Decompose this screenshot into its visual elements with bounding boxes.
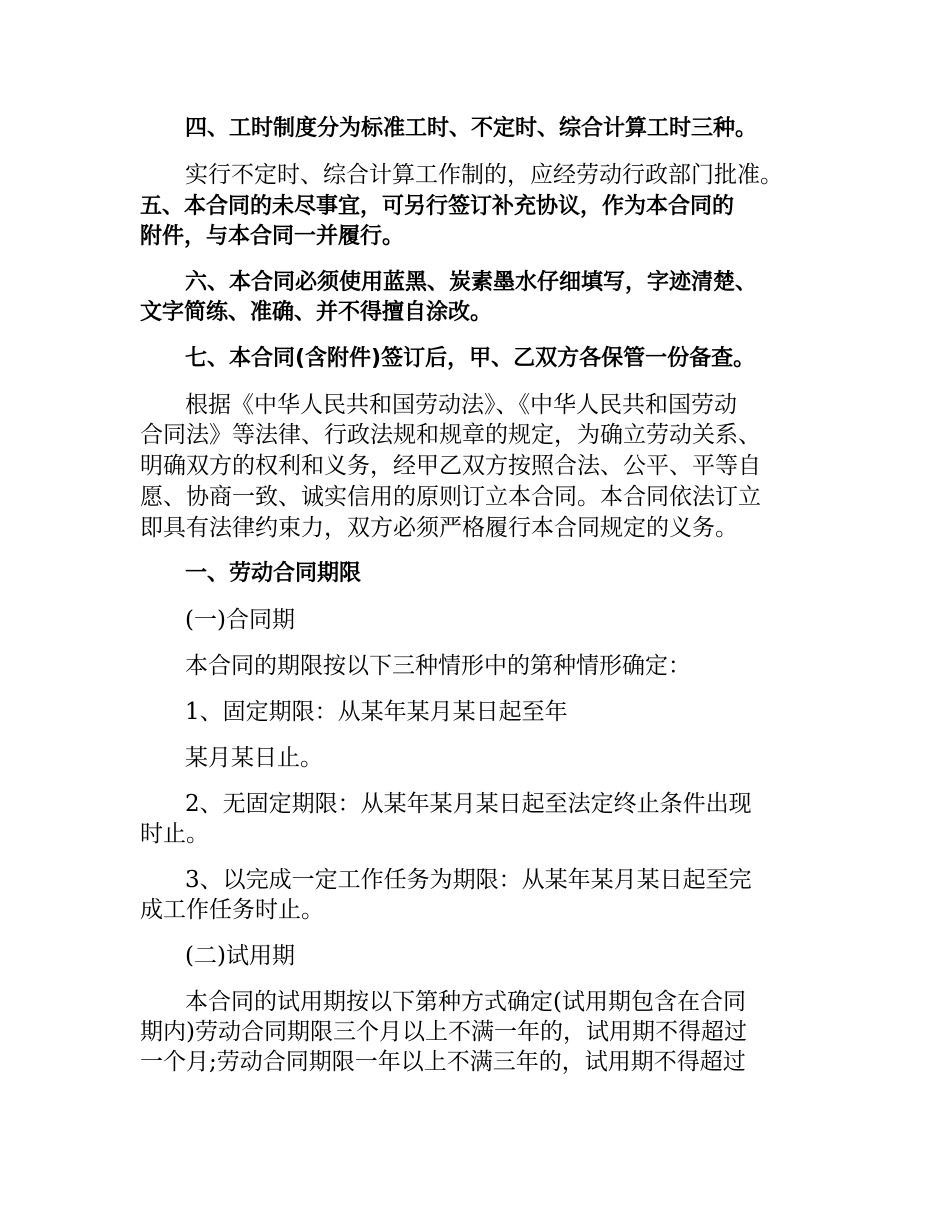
- clause-4-body: 实行不定时、综合计算工作制的，应经劳动行政部门批准。: [185, 162, 783, 188]
- preamble-line-1: 根据《中华人民共和国劳动法》、《中华人民共和国劳动: [185, 392, 737, 418]
- term-option-2-line-2: 时止。: [140, 821, 209, 847]
- preamble-line-2: 合同法》等法律、行政法规和规章的规定，为确立劳动关系、: [140, 422, 761, 448]
- term-option-1-line-1: 1、固定期限：从某年某月某日起至年: [185, 699, 568, 725]
- term-intro: 本合同的期限按以下三种情形中的第种情形确定：: [185, 653, 691, 679]
- probation-line-1: 本合同的试用期按以下第种方式确定(试用期包含在合同: [185, 989, 746, 1015]
- clause-5-line-1: 五、本合同的未尽事宜，可另行签订补充协议，作为本合同的: [140, 194, 735, 219]
- clause-7: 七、本合同(含附件)签订后，甲、乙双方各保管一份备查。: [185, 346, 756, 371]
- term-option-1-line-2: 某月某日止。: [185, 745, 323, 771]
- term-option-3-line-2: 成工作任务时止。: [140, 897, 324, 923]
- clause-5-line-2: 附件，与本合同一并履行。: [140, 224, 405, 249]
- term-option-3-line-1: 3、以完成一定工作任务为期限：从某年某月某日起至完: [185, 867, 752, 893]
- preamble-line-3: 明确双方的权利和义务，经甲乙双方按照合法、公平、平等自: [140, 453, 761, 479]
- term-option-2-line-1: 2、无固定期限：从某年某月某日起至法定终止条件出现: [185, 791, 752, 817]
- subsection-contract-term: (一)合同期: [185, 607, 295, 633]
- clause-4-heading: 四、工时制度分为标准工时、不定时、综合计算工时三种。: [185, 116, 758, 141]
- preamble-line-4: 愿、协商一致、诚实信用的原则订立本合同。本合同依法订立: [140, 484, 761, 510]
- probation-line-3: 一个月;劳动合同期限一年以上不满三年的，试用期不得超过: [140, 1049, 746, 1075]
- section-1-heading: 一、劳动合同期限: [185, 561, 362, 586]
- subsection-probation: (二)试用期: [185, 943, 295, 969]
- preamble-line-5: 即具有法律约束力，双方必须严格履行本合同规定的义务。: [140, 515, 738, 541]
- clause-6-line-2: 文字简练、准确、并不得擅自涂改。: [140, 300, 493, 325]
- probation-line-2: 期内)劳动合同期限三个月以上不满一年的，试用期不得超过: [140, 1019, 747, 1045]
- clause-6-line-1: 六、本合同必须使用蓝黑、炭素墨水仔细填写，字迹清楚、: [185, 270, 758, 295]
